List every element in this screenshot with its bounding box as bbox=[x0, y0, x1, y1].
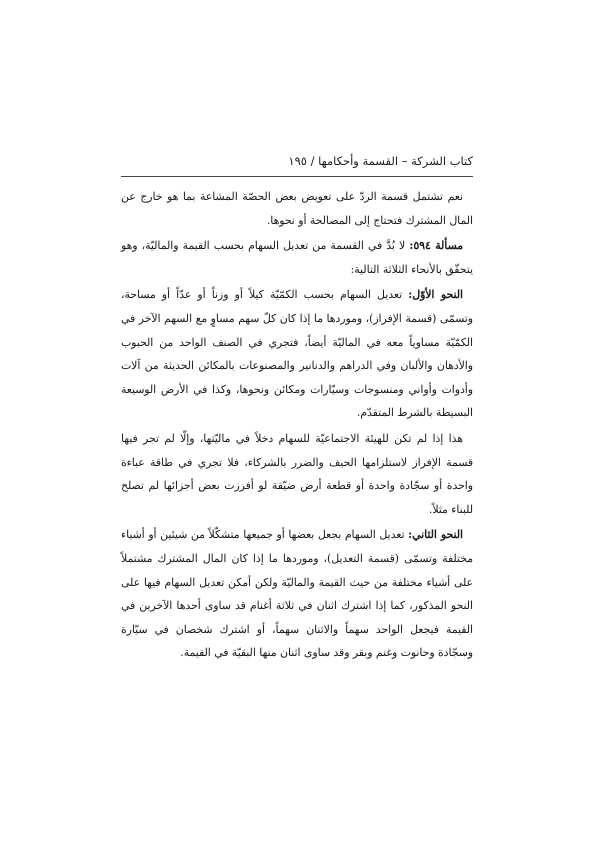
paragraph-text: تعديل السهام بحسب الكمّيّة كيلاً أو وزناً أو عدّاً أو مساحة، وتسمّى (قسمة الإفراز)، وموردها ما إذا كان كلّ سهم مساوٍ مع السهم الآخر في الكمّيّة مساوياً معه في الماليّة أيضاً، فتجري في الصنف الواحد من الحبوب والأدهان والألبان وفي الدراهم والدنانير والمصنوعات بالمكائن الحديثة من آلات وأدوات وأواني ومنسوجات وسيّارات ومكائن ونحوها، وكذا في الأرض الوسيعة البسيطة بالشرط المتقدّم. bbox=[121, 288, 473, 420]
paragraph bbox=[121, 283, 473, 425]
method-heading: النحو الثاني: bbox=[408, 528, 463, 542]
page-number: ١٩٥ bbox=[288, 154, 307, 168]
issue-heading: مسألة ٥٩٤: bbox=[409, 239, 464, 253]
paragraph-text: لا بُدَّ في القسمة من تعديل السهام بحسب القيمة والماليّة، وهو يتحقّق بالأنحاء الثلاثة التالية: bbox=[121, 239, 473, 276]
paragraph-text: تعديل السهام بجعل بعضها أو جميعها متشكّلاً من شيئين أو أشياء مختلفة وتسمّى (قسمة التعديل)، وموردها ما إذا كان المال المشترك مشتملاً على أشياء مختلفة من حيث القيمة والماليّة ولكن أمكن تعديل السهام فيها على النحو المذكور، كما إذا اشترك اثنان في ثلاثة أغنام قد ساوى أحدها الآخرين في القيمة فيجعل الواحد سهماً والاثنان سهماً، أو اشترك شخصان في سيّارة وسجّادة وحانوت وغنم وبقر وقد ساوى اثنان منها البقيّة في القيمة. bbox=[121, 528, 473, 660]
header-separator: / bbox=[306, 154, 315, 168]
header-rule bbox=[121, 176, 473, 177]
paragraph-text: هذا إذا لم تكن للهيئة الاجتماعيّة للسهام دخلاً في ماليّتها، وإلّا لم تجر فيها قسمة الإفراز لاستلزامها الحيف والضرر بالشركاء، فلا تجري في طاقة عباءة واحدة أو سجّادة واحدة أو قطعة أرض ضيّقة لو أفرزت بعض أجزائها لم تصلح للبناء مثلاً. bbox=[121, 431, 473, 516]
paragraph bbox=[121, 234, 473, 281]
running-header bbox=[121, 150, 473, 172]
paragraph bbox=[121, 427, 473, 521]
paragraph bbox=[121, 185, 473, 232]
paragraph bbox=[121, 523, 473, 665]
body-text bbox=[121, 185, 473, 665]
method-heading: النحو الأوّل: bbox=[408, 288, 464, 302]
header-title: كتاب الشركة – القسمة وأحكامها bbox=[318, 154, 473, 168]
paragraph-text: نعم تشتمل قسمة الردّ على تعويض بعض الحصّة المشاعة بما هو خارج عن المال المشترك فتحتاج إلى المصالحة أو نحوها. bbox=[121, 190, 473, 227]
